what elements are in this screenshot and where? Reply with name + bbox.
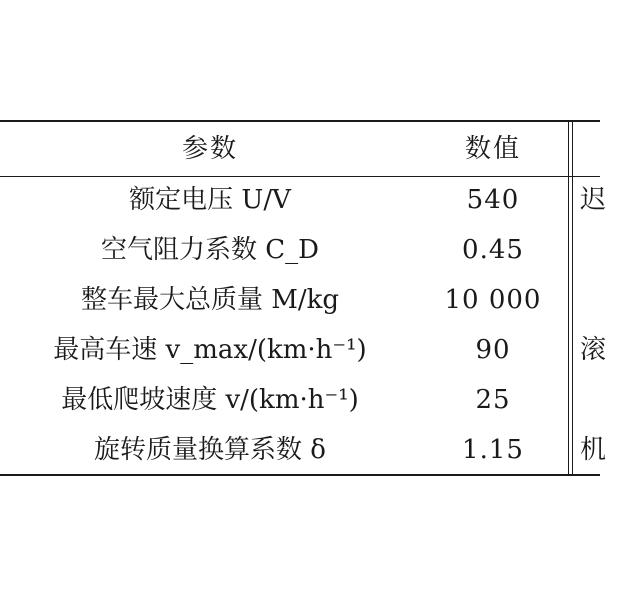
row-4-value: 90 — [475, 335, 511, 365]
row-3-value: 10 000 — [444, 285, 542, 315]
row-5-value: 25 — [475, 385, 511, 415]
table-top-rule — [0, 120, 600, 122]
row-2-value: 0.45 — [462, 235, 524, 265]
column-divider-right — [572, 120, 573, 476]
row-5-param: 最低爬坡速度 v/(km·h⁻¹) — [61, 385, 359, 415]
row-4-param: 最高车速 v_max/(km·h⁻¹) — [53, 335, 367, 365]
header-param: 参数 — [181, 134, 238, 164]
table-header-rule — [0, 176, 600, 177]
table-bottom-rule — [0, 474, 600, 476]
row-5-right-fragment — [580, 383, 620, 417]
row-1-value: 540 — [466, 185, 520, 215]
row-1-param: 额定电压 U/V — [129, 185, 291, 215]
row-6-value: 1.15 — [462, 435, 524, 465]
row-3-param: 整车最大总质量 M/kg — [80, 285, 340, 315]
row-6-right-fragment: 机 — [580, 435, 607, 465]
row-1-right-fragment: 迟 — [580, 185, 607, 215]
column-divider-left — [568, 120, 569, 476]
row-4-right-fragment: 滚 — [580, 335, 607, 365]
row-3-right-fragment — [580, 283, 620, 317]
parameter-table — [0, 120, 607, 476]
header-value: 数值 — [464, 134, 521, 164]
row-2-param: 空气阻力系数 C_D — [100, 235, 319, 265]
row-2-right-fragment — [580, 233, 620, 267]
row-6-param: 旋转质量换算系数 δ — [94, 435, 326, 465]
